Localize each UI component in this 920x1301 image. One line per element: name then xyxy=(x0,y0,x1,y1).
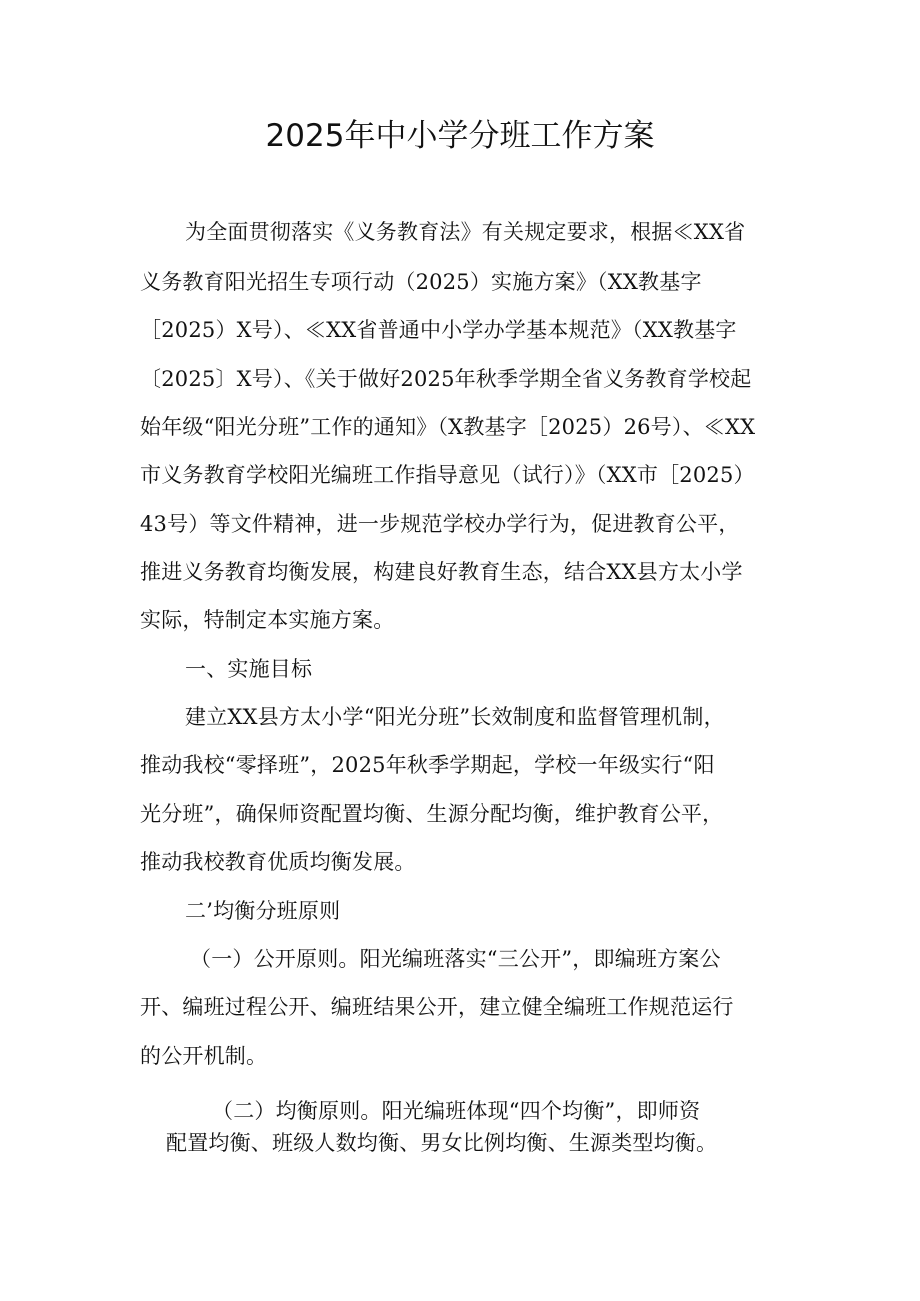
goals-line-2: 推动我校“零择班”，2025年秋季学期起，学校一年级实行“阳 xyxy=(140,753,715,777)
intro-line-1: 为全面贯彻落实《义务教育法》有关规定要求，根据≪XX省 xyxy=(185,220,746,244)
intro-line-3: ［2025）X号）、≪XX省普通中小学办学基本规范》（XX教基字 xyxy=(140,318,737,342)
section-heading-goals: 一、实施目标 xyxy=(185,657,313,681)
intro-line-2: 义务教育阳光招生专项行动（2025）实施方案》（XX教基字 xyxy=(140,270,702,294)
intro-line-8: 推进义务教育均衡发展，构建良好教育生态，结合XX县方太小学 xyxy=(140,560,743,584)
intro-line-9: 实际，特制定本实施方案。 xyxy=(140,608,395,632)
principle-open-line-2: 开、编班过程公开、编班结果公开，建立健全编班工作规范运行 xyxy=(140,995,734,1019)
intro-line-7: 43号）等文件精神，进一步规范学校办学行为，促进教育公平， xyxy=(140,512,740,536)
goals-line-4: 推动我校教育优质均衡发展。 xyxy=(140,850,416,874)
section-heading-principles: 二’均衡分班原则 xyxy=(185,899,341,923)
principle-open-line-1: （一）公开原则。阳光编班落实“三公开”，即编班方案公 xyxy=(190,947,721,971)
intro-line-6: 市义务教育学校阳光编班工作指导意见（试行）》（XX市［2025） xyxy=(140,463,755,487)
principle-balance-line-1: （二）均衡原则。阳光编班体现“四个均衡”，即师资 xyxy=(212,1099,701,1123)
intro-line-4: 〔2025〕X号）、《关于做好2025年秋季学期全省义务教育学校起 xyxy=(140,367,752,391)
principle-open-line-3: 的公开机制。 xyxy=(140,1044,268,1068)
goals-line-1: 建立XX县方太小学“阳光分班”长效制度和监督管理机制， xyxy=(185,705,725,729)
document-title: 2025年中小学分班工作方案 xyxy=(265,118,655,154)
principle-balance-line-2: 配置均衡、班级人数均衡、男女比例均衡、生源类型均衡。 xyxy=(166,1131,718,1155)
goals-line-3: 光分班”，确保师资配置均衡、生源分配均衡，维护教育公平， xyxy=(140,802,724,826)
intro-line-5: 始年级“阳光分班”工作的通知》（X教基字［2025）26号）、≪XX xyxy=(140,415,756,439)
